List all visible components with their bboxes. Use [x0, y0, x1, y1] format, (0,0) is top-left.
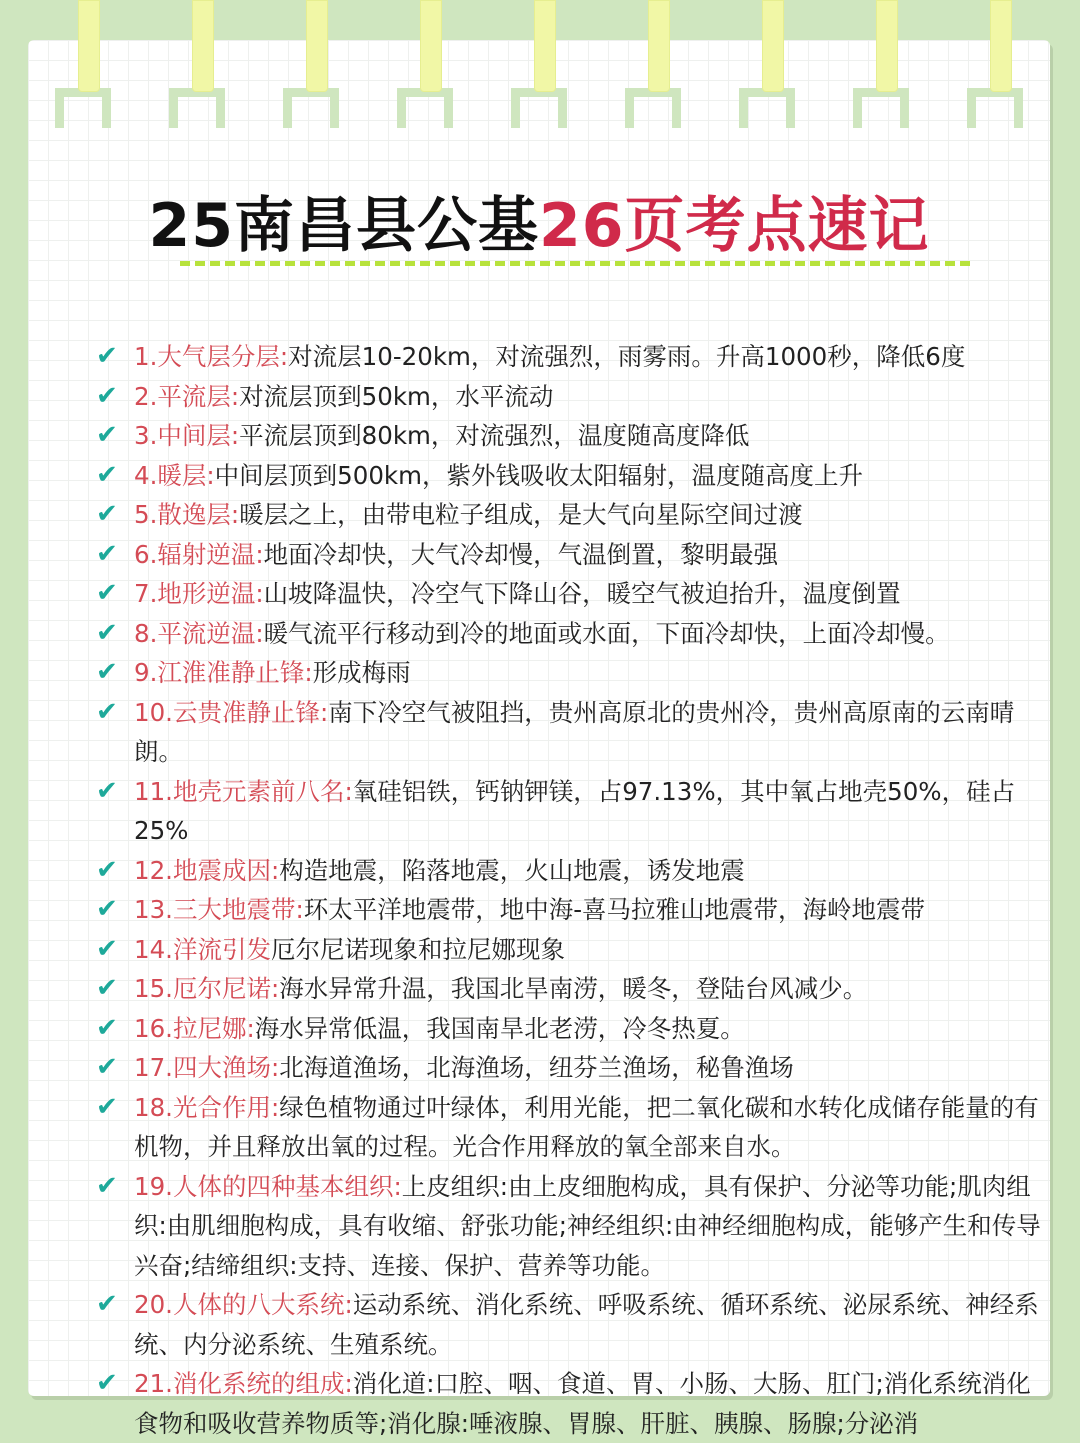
notebook-page — [28, 40, 1050, 1438]
list-item — [96, 1364, 1051, 1443]
list-item — [96, 377, 1051, 417]
list-item-text — [134, 337, 1051, 377]
list-item-text — [134, 969, 1051, 1009]
list-item-label: 12.地震成因: — [134, 855, 280, 885]
checkmark-icon: ✔ — [96, 894, 118, 924]
checkmark-icon: ✔ — [96, 1289, 118, 1319]
list-item — [96, 969, 1051, 1009]
list-item-label: 7.地形逆温: — [134, 579, 264, 608]
list-item-label: 21.消化系统的组成: — [134, 1369, 353, 1398]
list-item — [96, 1285, 1051, 1364]
checkmark-icon: ✔ — [96, 696, 118, 727]
list-item — [96, 614, 1051, 654]
list-item-text — [134, 1167, 1051, 1286]
list-item — [96, 1167, 1051, 1286]
list-item-body: 厄尔尼诺现象和拉尼娜现象 — [270, 934, 565, 964]
list-item — [96, 693, 1051, 772]
binder-hole — [739, 88, 795, 128]
list-item-label: 15.厄尔尼诺: — [134, 974, 280, 1003]
binder-ring — [990, 0, 1012, 92]
list-item-body: 海水异常升温，我国北旱南涝，暖冬，登陆台风减少。 — [279, 974, 868, 1003]
binder-hole — [169, 88, 225, 128]
list-item — [96, 772, 1051, 851]
list-item-body: 对流层10-20km，对流强烈，雨雾雨。升高1000秒，降低6度 — [288, 342, 966, 371]
list-item — [96, 851, 1051, 891]
list-item-body: 中间层顶到500km，紫外钱吸收太阳辐射，温度随高度上升 — [214, 460, 863, 490]
checkmark-icon: ✔ — [96, 459, 118, 490]
binder-ring — [78, 0, 100, 92]
list-item-label: 8.平流逆温: — [134, 618, 264, 648]
page-title — [28, 190, 1050, 262]
binder-hole — [511, 88, 567, 128]
list-item-body: 形成梅雨 — [312, 658, 411, 687]
binder-hole — [967, 88, 1023, 128]
list-item-label: 17.四大渔场: — [134, 1053, 280, 1082]
fact-list — [96, 337, 1051, 1443]
list-item-body: 对流层顶到50km，水平流动 — [239, 381, 554, 411]
list-item-body: 平流层顶到80km，对流强烈，温度随高度降低 — [239, 421, 750, 450]
list-item-text — [134, 416, 1051, 456]
list-item-text — [134, 1009, 1051, 1049]
checkmark-icon: ✔ — [96, 617, 118, 648]
list-item — [96, 1088, 1051, 1167]
list-item — [96, 930, 1051, 970]
checkmark-icon: ✔ — [96, 1052, 118, 1082]
list-item-label: 1.大气层分层: — [134, 342, 289, 371]
list-item-text — [134, 1088, 1051, 1167]
binder-ring — [762, 0, 784, 92]
list-item — [96, 495, 1051, 535]
list-item-body: 运动系统、消化系统、呼吸系统、循环系统、泌尿系统、神经系统、内分泌系统、生殖系统。 — [134, 1290, 1039, 1359]
list-item — [96, 456, 1051, 496]
checkmark-icon: ✔ — [96, 775, 118, 806]
list-item-label: 5.散逸层: — [134, 500, 240, 529]
list-item-body: 暖气流平行移动到冷的地面或水面，下面冷却快，上面冷却慢。 — [263, 618, 950, 648]
checkmark-icon: ✔ — [96, 341, 118, 371]
checkmark-icon: ✔ — [96, 380, 118, 411]
list-item-text — [134, 614, 1051, 654]
list-item-body: 暖层之上，由带电粒子组成，是大气向星际空间过渡 — [239, 500, 803, 529]
list-item-label: 6.辐射逆温: — [134, 539, 264, 569]
list-item — [96, 535, 1051, 575]
list-item-text — [134, 495, 1051, 535]
list-item-label: 19.人体的四种基本组织: — [134, 1171, 402, 1201]
binder-ring — [534, 0, 556, 92]
checkmark-icon: ✔ — [96, 1012, 118, 1043]
list-item-text — [134, 693, 1051, 772]
list-item-text — [134, 930, 1051, 970]
list-item-body: 环太平洋地震带，地中海-喜马拉雅山地震带，海岭地震带 — [303, 895, 926, 924]
list-item-body: 上皮组织:由上皮细胞构成，具有保护、分泌等功能;肌肉组织:由肌细胞构成，具有收缩、舒张功能;神经组织:由神经细胞构成，能够产生和传导兴奋;结缔组织:支持、连接、保护、营养等功能。 — [134, 1171, 1041, 1280]
checkmark-icon: ✔ — [96, 973, 118, 1003]
binder-hole — [55, 88, 111, 128]
binder-hole — [283, 88, 339, 128]
list-item-text — [134, 851, 1051, 891]
binder-ring — [306, 0, 328, 92]
list-item-text — [134, 653, 1051, 693]
list-item-label: 13.三大地震带: — [134, 895, 304, 924]
list-item-text — [134, 574, 1051, 614]
list-item-text — [134, 377, 1051, 417]
list-item — [96, 1009, 1051, 1049]
checkmark-icon: ✔ — [96, 657, 118, 687]
list-item-body: 北海道渔场，北海渔场，纽芬兰渔场，秘鲁渔场 — [279, 1053, 794, 1082]
binder-hole — [853, 88, 909, 128]
list-item-label: 3.中间层: — [134, 421, 240, 450]
checkmark-icon: ✔ — [96, 1368, 118, 1398]
title-part-black: 25南昌县公基 — [148, 191, 539, 261]
list-item-label: 14.洋流引发 — [134, 934, 271, 964]
list-item — [96, 1048, 1051, 1088]
list-item-label: 11.地壳元素前八名: — [134, 776, 353, 806]
checkmark-icon: ✔ — [96, 538, 118, 569]
checkmark-icon: ✔ — [96, 1091, 118, 1122]
title-underline — [180, 261, 970, 266]
binder-hole — [625, 88, 681, 128]
binder-ring — [192, 0, 214, 92]
list-item — [96, 653, 1051, 693]
list-item-body: 氧硅铝铁，钙钠钾镁，占97.13%，其中氧占地壳50%，硅占25% — [134, 776, 1016, 845]
list-item-label: 10.云贵准静止锋: — [134, 697, 329, 727]
list-item — [96, 890, 1051, 930]
list-item-text — [134, 772, 1051, 851]
list-item-body: 消化道:口腔、咽、食道、胃、小肠、大肠、肛门;消化系统消化食物和吸收营养物质等;消化腺:唾液腺、胃腺、肝脏、胰腺、肠腺;分泌消 — [134, 1369, 1031, 1438]
binder-ring — [420, 0, 442, 92]
list-item-body: 海水异常低温，我国南旱北老涝，冷冬热夏。 — [254, 1013, 745, 1043]
list-item — [96, 337, 1051, 377]
list-item-text — [134, 1285, 1051, 1364]
list-item — [96, 574, 1051, 614]
list-item-label: 2.平流层: — [134, 381, 240, 411]
list-item-body: 南下冷空气被阻挡，贵州高原北的贵州冷，贵州高原南的云南晴朗。 — [134, 697, 1015, 766]
list-item-label: 4.暖层: — [134, 460, 215, 490]
list-item-label: 16.拉尼娜: — [134, 1013, 255, 1043]
title-part-red: 26页考点速记 — [539, 191, 930, 261]
list-item-text — [134, 1364, 1051, 1443]
list-item-label: 20.人体的八大系统: — [134, 1290, 353, 1319]
checkmark-icon: ✔ — [96, 933, 118, 964]
checkmark-icon: ✔ — [96, 854, 118, 885]
list-item-text — [134, 535, 1051, 575]
list-item-text — [134, 1048, 1051, 1088]
list-item-label: 18.光合作用: — [134, 1092, 280, 1122]
list-item-body: 构造地震，陷落地震，火山地震，诱发地震 — [279, 855, 745, 885]
list-item-label: 9.江淮准静止锋: — [134, 658, 313, 687]
binder-ring — [876, 0, 898, 92]
list-item-text — [134, 456, 1051, 496]
checkmark-icon: ✔ — [96, 420, 118, 450]
list-item-text — [134, 890, 1051, 930]
checkmark-icon: ✔ — [96, 578, 118, 608]
binder-hole — [397, 88, 453, 128]
list-item — [96, 416, 1051, 456]
checkmark-icon: ✔ — [96, 499, 118, 529]
checkmark-icon: ✔ — [96, 1170, 118, 1201]
binder-ring — [648, 0, 670, 92]
list-item-body: 山坡降温快，冷空气下降山谷，暖空气被迫抬升，温度倒置 — [263, 579, 901, 608]
list-item-body: 绿色植物通过叶绿体，利用光能，把二氧化碳和水转化成储存能量的有机物，并且释放出氧的过程。光合作用释放的氧全部来自水。 — [134, 1092, 1039, 1161]
list-item-body: 地面冷却快，大气冷却慢，气温倒置，黎明最强 — [263, 539, 779, 569]
